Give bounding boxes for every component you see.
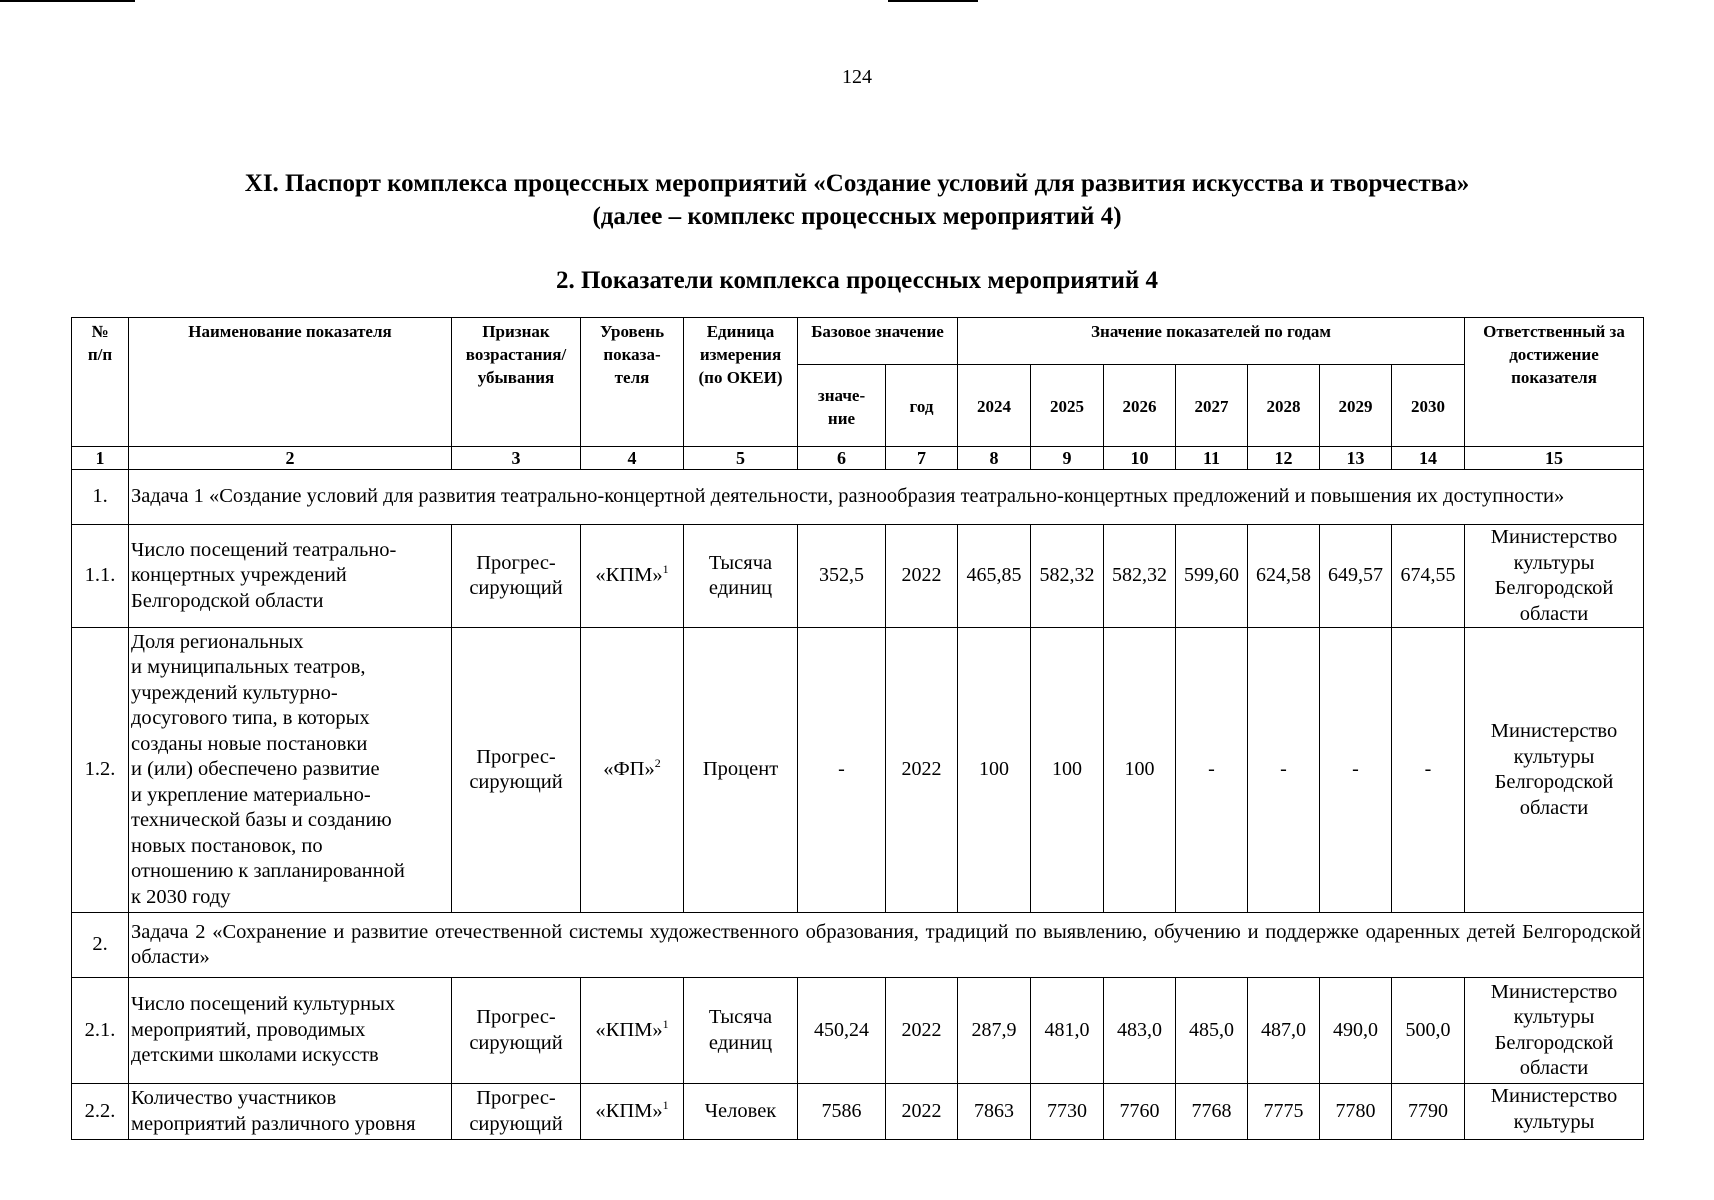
column-number: 8 bbox=[958, 447, 1031, 470]
indicator-name: Число посещений культурных мероприятий, проводимых детскими школами искусств bbox=[129, 978, 452, 1084]
column-number: 6 bbox=[798, 447, 886, 470]
level-label: «КПМ» bbox=[595, 1018, 663, 1041]
column-number: 15 bbox=[1465, 447, 1644, 470]
section-subtitle: 2. Показатели комплекса процессных мероприятий 4 bbox=[555, 267, 1159, 294]
indicator-sign: Прогрес- сирующий bbox=[452, 628, 581, 913]
task-text: Задача 1 «Создание условий для развития театрально-концертной деятельности, разнообразия театрально-концертных предложений и повышения их доступности» bbox=[129, 470, 1644, 525]
header-level: Уровень показа- теля bbox=[581, 318, 684, 447]
column-number: 10 bbox=[1104, 447, 1176, 470]
indicators-table bbox=[71, 317, 1644, 1140]
base-value: - bbox=[798, 628, 886, 913]
indicator-unit: Тысяча единиц bbox=[684, 525, 798, 628]
indicator-level bbox=[581, 628, 684, 913]
year-value: 287,9 bbox=[958, 978, 1031, 1084]
header-num: № п/п bbox=[72, 318, 129, 447]
column-number: 5 bbox=[684, 447, 798, 470]
indicator-unit: Человек bbox=[684, 1084, 798, 1140]
header-base: Базовое значение bbox=[798, 318, 958, 365]
year-value: - bbox=[1392, 628, 1465, 913]
indicator-unit: Тысяча единиц bbox=[684, 978, 798, 1084]
scan-edge-line bbox=[0, 0, 135, 2]
column-number: 13 bbox=[1320, 447, 1392, 470]
base-value: 352,5 bbox=[798, 525, 886, 628]
header-years-group: Значение показателей по годам bbox=[958, 318, 1465, 365]
indicator-unit: Процент bbox=[684, 628, 798, 913]
level-footnote: 1 bbox=[662, 1097, 669, 1112]
year-value: 7790 bbox=[1392, 1084, 1465, 1140]
column-number: 2 bbox=[129, 447, 452, 470]
indicator-level bbox=[581, 978, 684, 1084]
indicator-sign: Прогрес- сирующий bbox=[452, 1084, 581, 1140]
indicator-level bbox=[581, 1084, 684, 1140]
column-number: 7 bbox=[886, 447, 958, 470]
year-value: 7730 bbox=[1031, 1084, 1104, 1140]
base-value: 450,24 bbox=[798, 978, 886, 1084]
year-value: 490,0 bbox=[1320, 978, 1392, 1084]
base-year: 2022 bbox=[886, 978, 958, 1084]
year-value: 7780 bbox=[1320, 1084, 1392, 1140]
header-unit: Единица измерения (по ОКЕИ) bbox=[684, 318, 798, 447]
year-value: 674,55 bbox=[1392, 525, 1465, 628]
year-value: 624,58 bbox=[1248, 525, 1320, 628]
responsible: Министерство культуры Белгородской области bbox=[1465, 525, 1644, 628]
year-value: 582,32 bbox=[1104, 525, 1176, 628]
header-year: 2026 bbox=[1104, 365, 1176, 447]
level-label: «ФП» bbox=[603, 758, 655, 781]
column-number: 11 bbox=[1176, 447, 1248, 470]
year-value: 649,57 bbox=[1320, 525, 1392, 628]
task-row bbox=[72, 470, 1644, 525]
year-value: - bbox=[1248, 628, 1320, 913]
base-year: 2022 bbox=[886, 628, 958, 913]
header-year: 2024 bbox=[958, 365, 1031, 447]
table-row bbox=[72, 628, 1644, 913]
row-number: 2.1. bbox=[72, 978, 129, 1084]
column-number: 9 bbox=[1031, 447, 1104, 470]
year-value: 487,0 bbox=[1248, 978, 1320, 1084]
header-year: 2027 bbox=[1176, 365, 1248, 447]
responsible: Министерство культуры Белгородской области bbox=[1465, 628, 1644, 913]
year-value: 500,0 bbox=[1392, 978, 1465, 1084]
year-value: 100 bbox=[1104, 628, 1176, 913]
header-year: 2025 bbox=[1031, 365, 1104, 447]
year-value: 465,85 bbox=[958, 525, 1031, 628]
page-number: 124 bbox=[842, 66, 872, 88]
year-value: 7863 bbox=[958, 1084, 1031, 1140]
base-year: 2022 bbox=[886, 1084, 958, 1140]
column-number: 1 bbox=[72, 447, 129, 470]
column-number: 14 bbox=[1392, 447, 1465, 470]
year-value: 100 bbox=[1031, 628, 1104, 913]
row-number: 1.2. bbox=[72, 628, 129, 913]
year-value: - bbox=[1176, 628, 1248, 913]
indicator-name: Число посещений театрально- концертных учреждений Белгородской области bbox=[129, 525, 452, 628]
header-base-value: значе- ние bbox=[798, 365, 886, 447]
header-year: 2030 bbox=[1392, 365, 1465, 447]
year-value: 599,60 bbox=[1176, 525, 1248, 628]
level-footnote: 1 bbox=[662, 562, 669, 577]
base-year: 2022 bbox=[886, 525, 958, 628]
column-number: 3 bbox=[452, 447, 581, 470]
row-number: 2.2. bbox=[72, 1084, 129, 1140]
header-responsible: Ответственный за достижение показателя bbox=[1465, 318, 1644, 447]
year-value: 483,0 bbox=[1104, 978, 1176, 1084]
level-label: «КПМ» bbox=[595, 1099, 663, 1122]
base-value: 7586 bbox=[798, 1084, 886, 1140]
table-row bbox=[72, 525, 1644, 628]
header-year: 2028 bbox=[1248, 365, 1320, 447]
column-number: 12 bbox=[1248, 447, 1320, 470]
indicator-sign: Прогрес- сирующий bbox=[452, 525, 581, 628]
year-value: 481,0 bbox=[1031, 978, 1104, 1084]
task-row bbox=[72, 913, 1644, 978]
level-label: «КПМ» bbox=[595, 564, 663, 587]
year-value: - bbox=[1320, 628, 1392, 913]
header-base-year: год bbox=[886, 365, 958, 447]
year-value: 7768 bbox=[1176, 1084, 1248, 1140]
scan-edge-line bbox=[888, 0, 978, 2]
row-number: 1.1. bbox=[72, 525, 129, 628]
document-title: XI. Паспорт комплекса процессных мероприятий «Создание условий для развития искусства и творчества» bbox=[244, 170, 1470, 197]
header-name: Наименование показателя bbox=[129, 318, 452, 447]
indicator-name: Количество участников мероприятий различного уровня bbox=[129, 1084, 452, 1140]
column-number: 4 bbox=[581, 447, 684, 470]
level-footnote: 1 bbox=[662, 1016, 669, 1031]
indicator-name: Доля региональных и муниципальных театров, учреждений культурно- досугового типа, в которых созданы новые постановки и (или) обеспечено развитие и укрепление материально- технической базы и созданию новых постановок, по отношению к запланированной к 2030 году bbox=[129, 628, 452, 913]
document-title-continued: (далее – комплекс процессных мероприятий 4) bbox=[592, 203, 1122, 230]
year-value: 485,0 bbox=[1176, 978, 1248, 1084]
indicator-sign: Прогрес- сирующий bbox=[452, 978, 581, 1084]
task-text: Задача 2 «Сохранение и развитие отечественной системы художественного образования, традиций по выявлению, обучению и поддержке одаренных детей Белгородской области» bbox=[129, 913, 1644, 978]
year-value: 7760 bbox=[1104, 1084, 1176, 1140]
header-year: 2029 bbox=[1320, 365, 1392, 447]
table-row bbox=[72, 978, 1644, 1084]
table-row bbox=[72, 1084, 1644, 1140]
row-number: 1. bbox=[72, 470, 129, 525]
indicator-level bbox=[581, 525, 684, 628]
row-number: 2. bbox=[72, 913, 129, 978]
year-value: 7775 bbox=[1248, 1084, 1320, 1140]
level-footnote: 2 bbox=[654, 756, 661, 771]
year-value: 582,32 bbox=[1031, 525, 1104, 628]
responsible: Министерство культуры Белгородской области bbox=[1465, 978, 1644, 1084]
responsible: Министерство культуры bbox=[1465, 1084, 1644, 1140]
year-value: 100 bbox=[958, 628, 1031, 913]
header-sign: Признак возрастания/ убывания bbox=[452, 318, 581, 447]
